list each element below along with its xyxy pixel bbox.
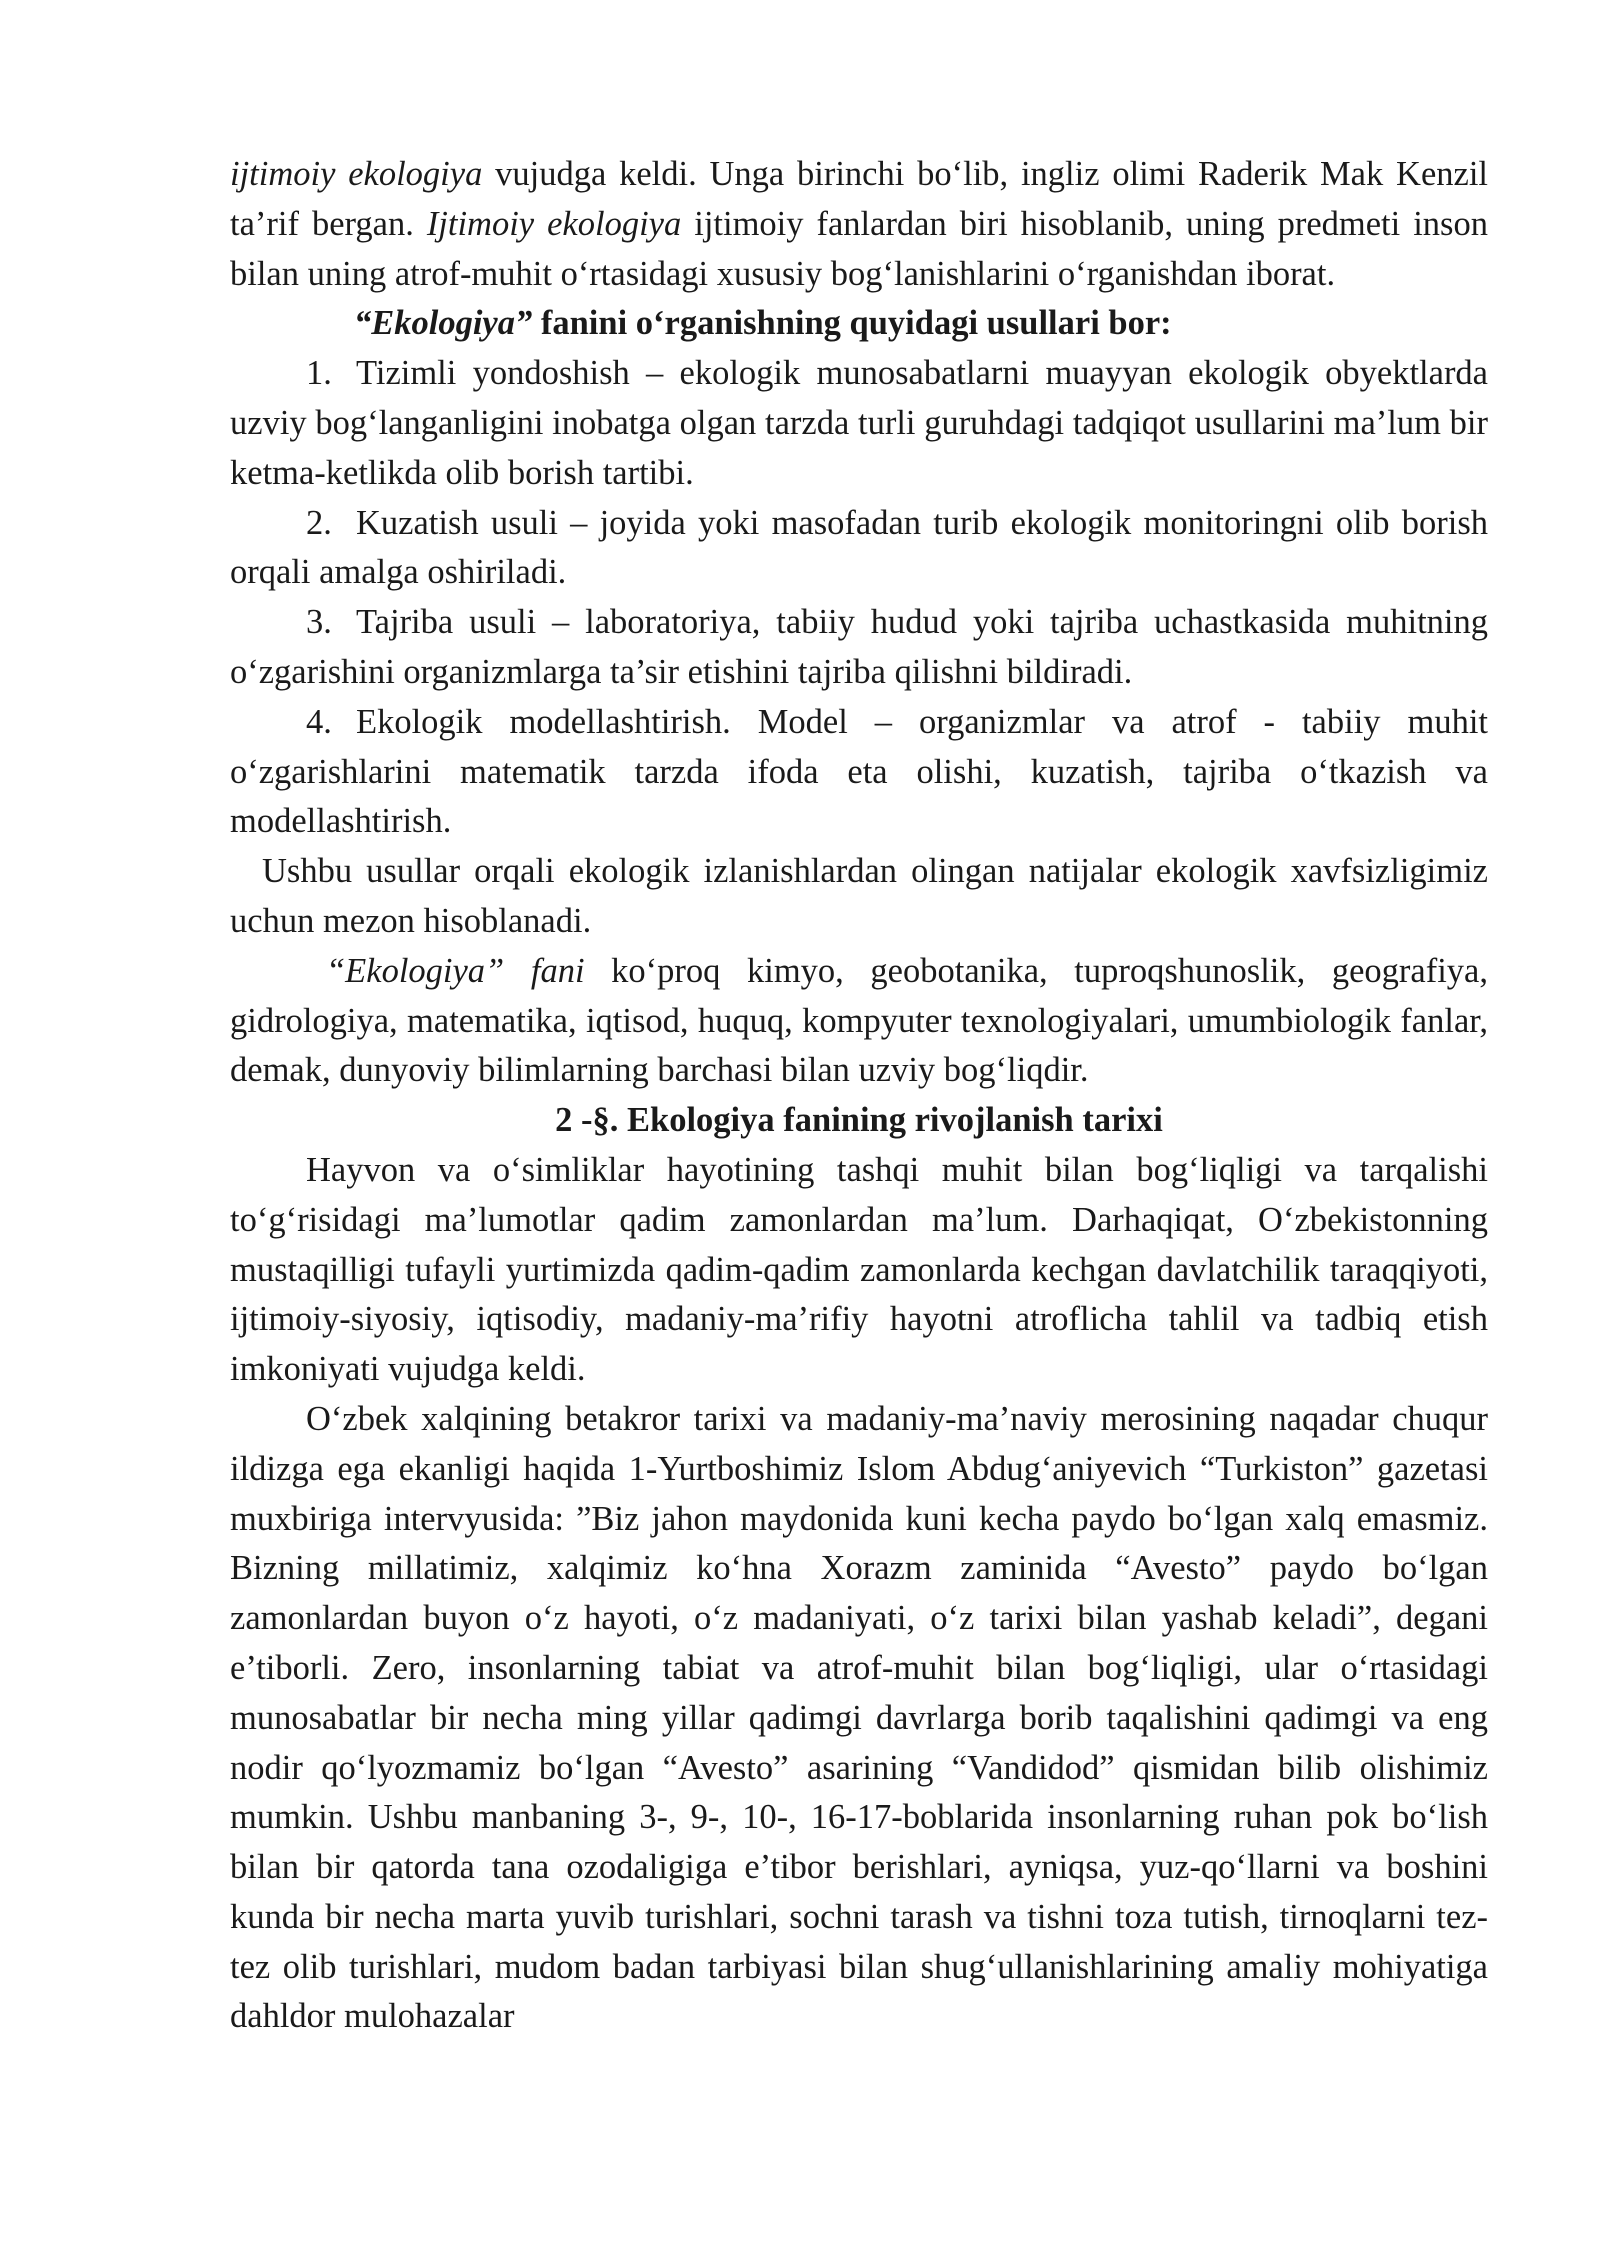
paragraph-usullar: Ushbu usullar orqali ekologik izlanishlardan olingan natijalar ekologik xavfsizligimiz uchun mezon hisoblanadi. (230, 852, 1488, 940)
list-number: 1. (306, 354, 332, 393)
paragraph-history-2: O‘zbek xalqining betakror tarixi va madaniy-ma’naviy merosining naqadar chuqur ildizga ega ekanligi haqida 1-Yurtboshimiz Islom Abdug‘aniyevich “Turkiston” gazetasi muxbiriga intervyusida: ”Biz jahon maydonida kuni kecha paydo bo‘lgan xalq emasmiz. Bizning millatimiz, xalqimiz ko‘hna Xorazm zaminida “Avesto” paydo bo‘lgan zamonlardan buyon o‘z hayoti, o‘z madaniyati, o‘z tarixi bilan yashab keladi”, degani e’tiborli. Zero, insonlarning tabiat va atrof-muhit bilan bog‘liqligi, ular o‘rtasidagi munosabatlar bir necha ming yillar qadimgi davrlarga borib taqalishini qadimgi va eng nodir qo‘lyozmamiz bo‘lgan “Avesto” asarining “Vandidod” qismidan bilib olishimiz mumkin. Ushbu manbaning 3-, 9-, 10-, 16-17-boblarida insonlarning ruhan pok bo‘lish bilan bir qatorda tana ozodaligiga e’tibor berishlari, ayniqsa, yuz-qo‘llarni va boshini kunda bir necha marta yuvib turishlari, sochni tarash va tishni toza tutish, tirnoqlarni tez-tez olib turishlari, mudom badan tarbiyasi bilan shug‘ullanishlarining amaliy mohiyatiga dahldor mulohazalar (230, 1399, 1488, 2036)
list-number: 3. (306, 603, 332, 642)
paragraph-intro: ijtimoiy ekologiya vujudga keldi. Unga birinchi bo‘lib, ingliz olimi Raderik Mak Kenzil ta’rif bergan. Ijtimoiy ekologiya ijtimoiy fanlardan biri hisoblanib, uning predmeti inson bilan uning atrof-muhit o‘rtasidagi xususiy bog‘lanishlarini o‘rganishdan iborat. (230, 155, 1488, 293)
list-number: 4. (306, 702, 332, 741)
section-heading: 2 -§. Ekologiya fanining rivojlanish tarixi (555, 1101, 1163, 1140)
italic-term: “Ekologiya” fani (326, 951, 585, 990)
methods-heading: “Ekologiya” fanini o‘rganishning quyidagi usullari bor: (354, 304, 1172, 343)
paragraph-history-1: Hayvon va o‘simliklar hayotining tashqi muhit bilan bog‘liqligi va tarqalishi to‘g‘risidagi ma’lumotlar qadim zamonlardan ma’lum. Darhaqiqat, O‘zbekistonning mustaqilligi tufayli yurtimizda qadim-qadim zamonlarda kechgan davlatchilik taraqqiyoti, ijtimoiy-siyosiy, iqtisodiy, madaniy-ma’rifiy hayotni atroflicha tahlil va tadbiq etish imkoniyati vujudga keldi. (230, 1150, 1488, 1389)
list-item: 3. Tajriba usuli – laboratoriya, tabiiy hudud yoki tajriba uchastkasida muhitning o‘zgarishini organizmlarga ta’sir etishini tajriba qilishni bildiradi. (230, 598, 1488, 698)
italic-term: Ijtimoiy ekologiya (426, 204, 682, 243)
list-item: 1. Tizimli yondoshish – ekologik munosabatlarni muayyan ekologik obyektlarda uzviy bog‘langanligini inobatga olgan tarzda turli guruhdagi tadqiqot usullarini ma’lum bir ketma-ketlikda olib borish tartibi. (230, 349, 1488, 498)
paragraph-fani: “Ekologiya” fani ko‘proq kimyo, geobotanika, tuproqshunoslik, geografiya, gidrologiya, matematika, iqtisod, huquq, kompyuter texnologiyalari, umumbiologik fanlar, demak, dunyoviy bilimlarning barchasi bilan uzviy bog‘liqdir. (230, 951, 1488, 1090)
list-item: 2. Kuzatish usuli – joyida yoki masofadan turib ekologik monitoringni olib borish orqali amalga oshiriladi. (230, 499, 1488, 599)
list-item: 4. Ekologik modellashtirish. Model – organizmlar va atrof - tabiiy muhit o‘zgarishlarini matematik tarzda ifoda eta olishi, kuzatish, tajriba o‘tkazish va modellashtirish. (230, 698, 1488, 847)
document-page (230, 150, 1488, 2042)
italic-term: ijtimoiy ekologiya (230, 155, 483, 193)
list-number: 2. (306, 503, 332, 542)
